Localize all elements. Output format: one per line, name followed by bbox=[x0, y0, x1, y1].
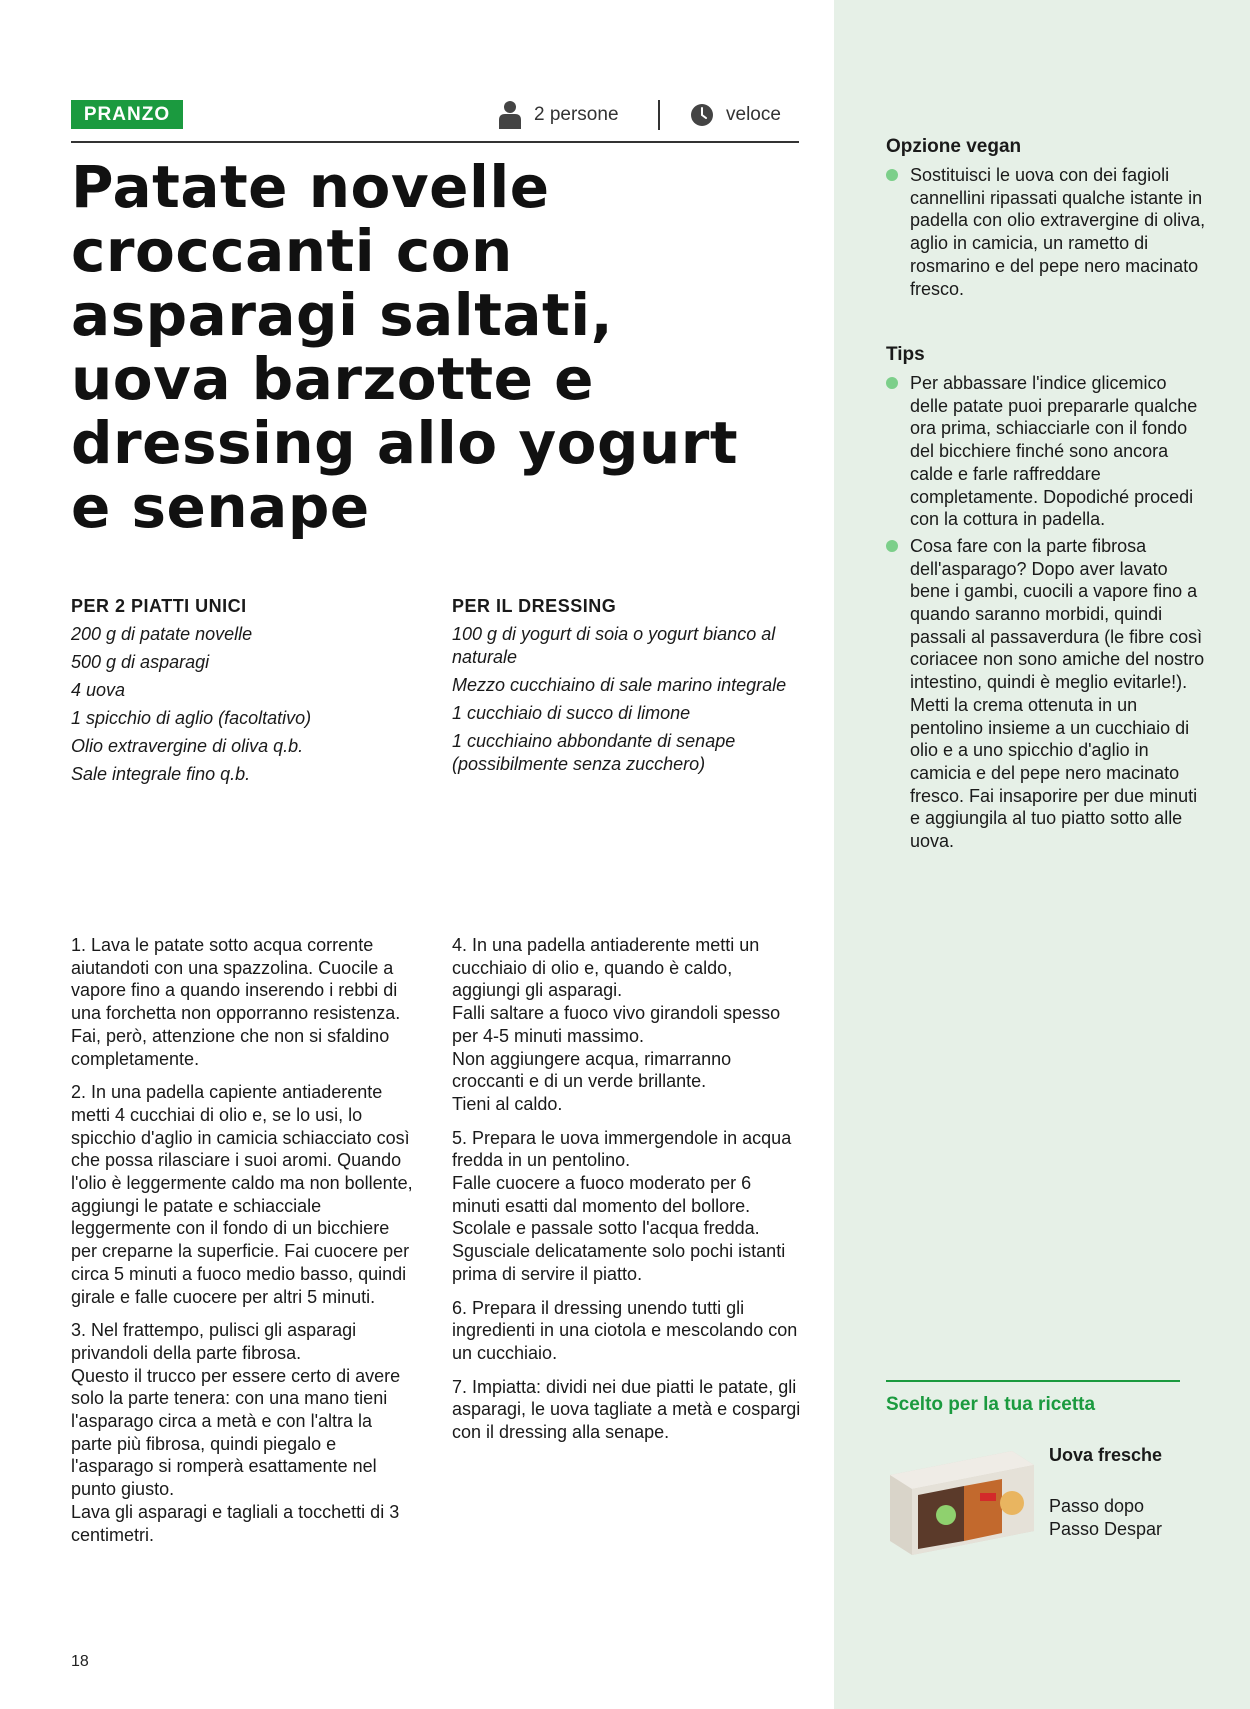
recipe-title: Patate novelle croccanti con asparagi saltati, uova barzotte e dressing allo yogurt e senape bbox=[71, 153, 739, 541]
tip-item-text: Cosa fare con la parte fibrosa dell'asparago? Dopo aver lavato bene i gambi, cuocili a vapore fino a quando saranno morbidi, quindi passali al passaverdura (le fibre così coriacee non sono amiche del nostro intestino, quindi è meglio evitarle!). Metti la crema ottenuta in un pentolino insieme a un cucchiaio di olio e a uno spicchio d'aglio in camicia e del pepe nero macinato fresco. Fai insaporire per due minuti e aggiungila al tuo piatto sotto alle uova. bbox=[910, 535, 1205, 852]
bullet-dot-icon bbox=[886, 540, 898, 552]
ingredient-item: Sale integrale fino q.b. bbox=[71, 764, 251, 784]
steps-column-left bbox=[71, 934, 416, 1557]
vegan-item-text: Sostituisci le uova con dei fagioli cannellini ripassati qualche istante in padella con olio extravergine di oliva, aglio in camicia, un rametto di rosmarino e del pepe nero macinato fresco. bbox=[910, 165, 1206, 299]
ingredient-item: 500 g di asparagi bbox=[71, 652, 210, 672]
ingredient-item: Olio extravergine di oliva q.b. bbox=[71, 736, 304, 756]
person-icon bbox=[498, 100, 522, 130]
ingredients-heading: PER 2 PIATTI UNICI bbox=[71, 596, 247, 616]
ingredients-dressing bbox=[452, 596, 812, 781]
ingredients-heading: PER IL DRESSING bbox=[452, 596, 617, 616]
recipe-step: 7. Impiatta: dividi nei due piatti le patate, gli asparagi, le uova tagliate a metà e cospargi con il dressing alla senape. bbox=[452, 1376, 801, 1443]
ingredient-item: 1 cucchiaino abbondante di senape (possibilmente senza zucchero) bbox=[452, 731, 736, 774]
product-name: Uova fresche bbox=[1049, 1445, 1163, 1465]
steps-column-right bbox=[452, 934, 802, 1455]
vegan-item bbox=[886, 164, 1206, 300]
ingredient-item: 200 g di patate novelle bbox=[71, 624, 253, 644]
vegan-option bbox=[886, 136, 1206, 304]
ingredient-item: Mezzo cucchiaino di sale marino integrale bbox=[452, 675, 787, 695]
header-rule bbox=[71, 141, 799, 143]
ingredient-item: 100 g di yogurt di soia o yogurt bianco al naturale bbox=[452, 624, 776, 667]
ingredient-item: 4 uova bbox=[71, 680, 126, 700]
tip-item bbox=[886, 535, 1206, 853]
tip-item-text: Per abbassare l'indice glicemico delle patate puoi prepararle qualche ora prima, schiacciarle con il fondo del bicchiere finché sono ancora calde e farle raffreddare completamente. Dopodiché procedi con la cottura in padella. bbox=[910, 373, 1198, 530]
servings-info bbox=[498, 98, 619, 132]
header-divider bbox=[658, 100, 660, 130]
recipe-step: 5. Prepara le uova immergendole in acqua fredda in un pentolino. Falle cuocere a fuoco moderato per 6 minuti esatti dal momento del bollore. Scolale e passale sotto l'acqua fredda. Sgusciale delicatamente solo pochi istanti prima di servire il piatto. bbox=[452, 1127, 792, 1284]
ingredient-item: 1 cucchiaio di succo di limone bbox=[452, 703, 691, 723]
category-tag: PRANZO bbox=[71, 100, 183, 129]
tip-item bbox=[886, 372, 1206, 531]
time-label: veloce bbox=[726, 104, 781, 125]
page-number: 18 bbox=[71, 1653, 89, 1670]
recipe-step: 1. Lava le patate sotto acqua corrente aiutandoti con una spazzolina. Cuocile a vapore fino a quando inserendo i rebbi di una forchetta non opporranno resistenza. Fai, però, attenzione che non si sfaldino completamente. bbox=[71, 935, 401, 1069]
egg-carton-image bbox=[884, 1445, 1036, 1555]
recipe-step: 4. In una padella antiaderente metti un cucchiaio di olio e, quando è caldo, aggiungi gli asparagi. Falli saltare a fuoco vivo girandoli spesso per 4-5 minuti massimo. Non aggiungere acqua, rimarranno croccanti e di un verde brillante. Tieni al caldo. bbox=[452, 935, 781, 1114]
time-info bbox=[690, 98, 781, 132]
recipe-step: 6. Prepara il dressing unendo tutti gli ingredienti in una ciotola e mescolando con un cucchiaio. bbox=[452, 1297, 798, 1363]
vegan-heading: Opzione vegan bbox=[886, 136, 1022, 157]
product-heading: Scelto per la tua ricetta bbox=[886, 1394, 1096, 1415]
ingredient-item: 1 spicchio di aglio (facoltativo) bbox=[71, 708, 312, 728]
bullet-dot-icon bbox=[886, 169, 898, 181]
ingredients-main bbox=[71, 596, 431, 791]
servings-label: 2 persone bbox=[534, 104, 619, 125]
recipe-step: 2. In una padella capiente antiaderente metti 4 cucchiai di olio e, se lo usi, lo spicchio d'aglio in camicia schiacciato così che possa rilasciare i suoi aromi. Quando l'olio è leggermente caldo ma non bollente, aggiungi le patate e schiacciale leggermente con il fondo di un bicchiere per creparne la superficie. Fai cuocere per circa 5 minuti a fuoco medio basso, quindi girale e falle cuocere per altri 5 minuti. bbox=[71, 1082, 413, 1307]
recipe-step: 3. Nel frattempo, pulisci gli asparagi privandoli della parte fibrosa. Questo il trucco per essere certo di avere solo la parte tenera: con una mano tieni l'asparago circa a metà e con l'altra la parte più fibrosa, quindi piegalo e l'asparago si romperà esattamente nel punto giusto. Lava gli asparagi e tagliali a tocchetti di 3 centimetri. bbox=[71, 1320, 401, 1545]
product-rule bbox=[886, 1380, 1180, 1382]
clock-icon bbox=[690, 103, 714, 127]
bullet-dot-icon bbox=[886, 377, 898, 389]
tips-heading: Tips bbox=[886, 344, 925, 365]
product-brand: Passo dopo Passo Despar bbox=[1049, 1496, 1163, 1539]
tips-section bbox=[886, 344, 1206, 857]
